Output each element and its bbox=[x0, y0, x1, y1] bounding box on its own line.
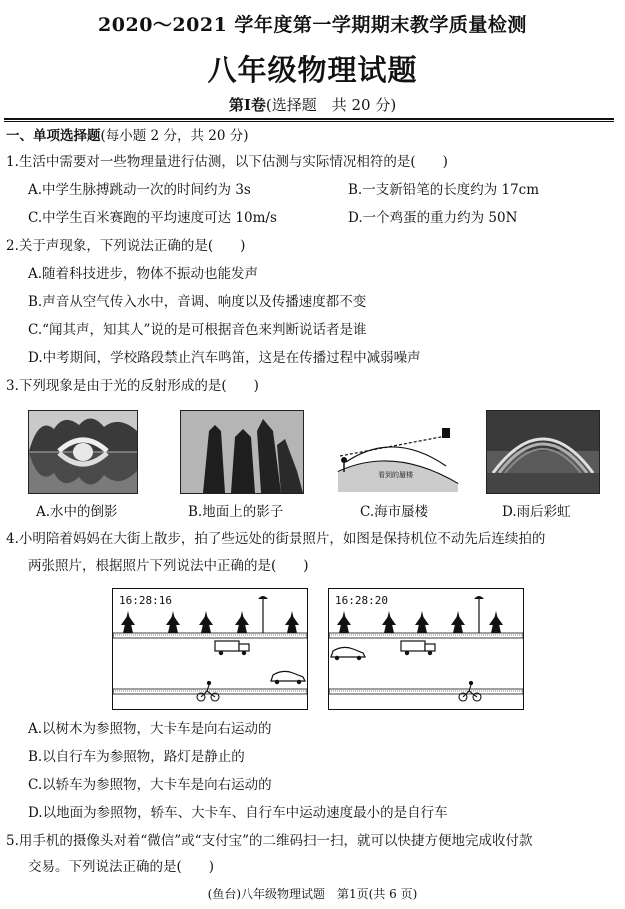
street-photo-2 bbox=[328, 588, 524, 710]
section-title: 第Ⅰ卷 bbox=[228, 96, 266, 114]
divider-thick bbox=[4, 118, 614, 120]
q4-stem-line2: 两张照片，根据照片下列说法中正确的是( ) bbox=[28, 558, 309, 574]
timestamp-1: 16:28:16 bbox=[119, 594, 172, 607]
divider-thin bbox=[4, 121, 614, 122]
photo-rainbow bbox=[486, 410, 600, 494]
section-heading bbox=[0, 94, 625, 115]
section-info: (选择题 共 20 分) bbox=[265, 96, 397, 114]
part-heading bbox=[6, 127, 248, 145]
q2-stem: 2.关于声现象，下列说法正确的是( ) bbox=[6, 238, 246, 254]
q3-option-d: D.雨后彩虹 bbox=[502, 504, 571, 520]
q3-stem: 3.下列现象是由于光的反射形成的是( ) bbox=[6, 378, 259, 394]
q1-option-a: A.中学生脉搏跳动一次的时间约为 3s bbox=[28, 182, 251, 198]
q3-option-a: A.水中的倒影 bbox=[36, 504, 118, 520]
timestamp-2: 16:28:20 bbox=[335, 594, 388, 607]
car-1 bbox=[271, 671, 305, 684]
q1-option-b: B.一支新铅笔的长度约为 17cm bbox=[348, 182, 540, 198]
part-title: 一、单项选择题 bbox=[6, 128, 101, 144]
q3-option-c: C.海市蜃楼 bbox=[360, 504, 429, 520]
truck-1 bbox=[215, 641, 249, 655]
q2-option-c: C.“闻其声，知其人”说的是可根据音色来判断说话者是谁 bbox=[28, 322, 367, 338]
photo-ground-shadows bbox=[180, 410, 304, 494]
diagram-mirage bbox=[334, 410, 460, 492]
mirage-label: 看到的蜃楼 bbox=[378, 471, 413, 479]
exam-title: 八年级物理试题 bbox=[207, 53, 418, 87]
q2-option-a: A.随着科技进步，物体不振动也能发声 bbox=[28, 266, 259, 282]
q2-option-d: D.中考期间，学校路段禁止汽车鸣笛，这是在传播过程中减弱噪声 bbox=[28, 350, 421, 366]
q2-option-b: B.声音从空气传入水中，音调、响度以及传播速度都不变 bbox=[28, 294, 367, 310]
street-photo-1 bbox=[112, 588, 308, 710]
q3-option-b: B.地面上的影子 bbox=[188, 504, 284, 520]
q5-stem-line1: 5.用手机的摄像头对着“微信”或“支付宝”的二维码扫一扫，就可以快捷方便地完成收付款 bbox=[6, 833, 533, 849]
photo-water-reflection bbox=[28, 410, 138, 494]
q1-stem: 1.生活中需要对一些物理量进行估测，以下估测与实际情况相符的是( ) bbox=[6, 154, 448, 170]
q5-stem-line2: 交易。下列说法正确的是( ) bbox=[28, 859, 215, 875]
part-note: (每小题 2 分，共 20 分) bbox=[100, 128, 249, 144]
q4-option-c: C.以轿车为参照物，大卡车是向右运动的 bbox=[28, 777, 272, 793]
q1-option-c: C.中学生百米赛跑的平均速度可达 10m/s bbox=[28, 210, 277, 226]
truck-2 bbox=[401, 641, 435, 655]
q1-option-d: D.一个鸡蛋的重力约为 50N bbox=[348, 210, 518, 226]
exam-header: 2020～2021 学年度第一学期期末教学质量检测 bbox=[98, 14, 527, 36]
q4-option-d: D.以地面为参照物，轿车、大卡车、自行车中运动速度最小的是自行车 bbox=[28, 805, 448, 821]
q4-option-a: A.以树木为参照物，大卡车是向右运动的 bbox=[28, 721, 272, 737]
q4-stem-line1: 4.小明陪着妈妈在大街上散步，拍了些远处的街景照片，如图是保持机位不动先后连续拍的 bbox=[6, 531, 546, 547]
page-footer: (鱼台)八年级物理试题 第1页(共 6 页) bbox=[207, 887, 418, 901]
car-2 bbox=[331, 647, 365, 660]
q4-option-b: B.以自行车为参照物，路灯是静止的 bbox=[28, 749, 245, 765]
